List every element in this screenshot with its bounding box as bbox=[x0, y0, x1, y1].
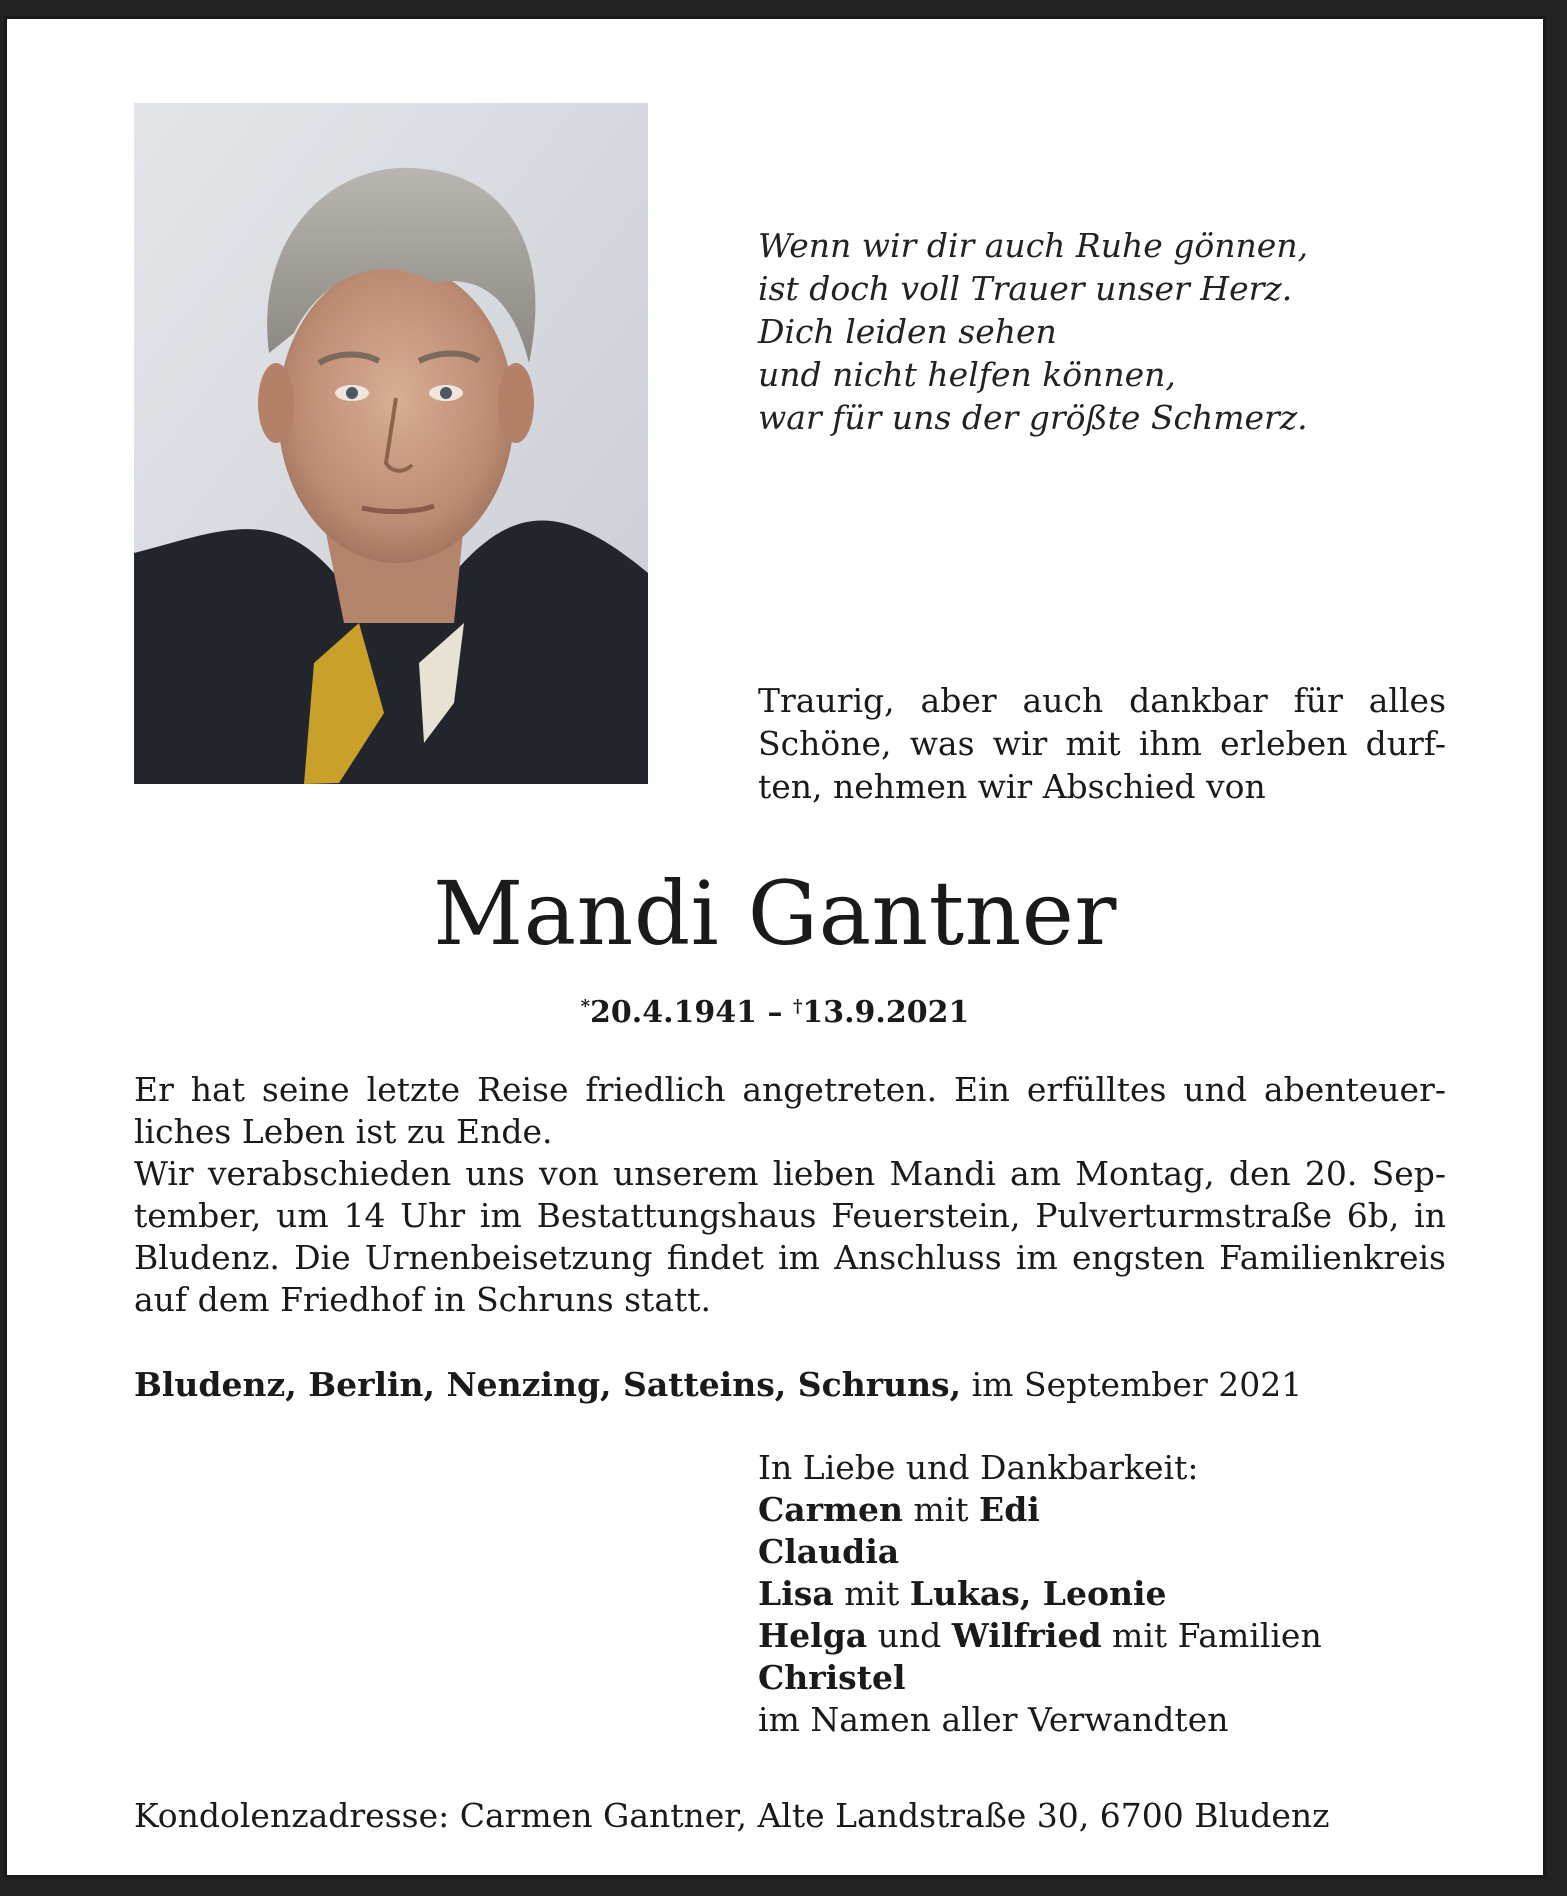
obituary-page bbox=[4, 16, 1546, 1878]
poem-line: und nicht helfen können, bbox=[758, 355, 1176, 394]
body-line: Wir verabschieden uns von unserem lieben Mandi am Montag, den 20. Sep- bbox=[134, 1154, 1446, 1193]
death-symbol: † bbox=[792, 996, 803, 1017]
life-dates bbox=[7, 987, 1543, 1033]
poem-line: ist doch voll Trauer unser Herz. bbox=[758, 269, 1293, 308]
birth-date: 20.4.1941 bbox=[590, 995, 758, 1030]
mourner-line bbox=[758, 1615, 1322, 1657]
announcement-body bbox=[134, 1069, 1446, 1321]
body-line: Bludenz. Die Urnenbeisetzung findet im Anschluss im engsten Familienkreis bbox=[134, 1238, 1446, 1277]
intro-text bbox=[758, 679, 1446, 808]
poem-line: war für uns der größte Schmerz. bbox=[758, 398, 1308, 437]
places-line bbox=[134, 1364, 1302, 1406]
mourner-line bbox=[758, 1531, 1322, 1573]
mourner-line bbox=[758, 1657, 1322, 1699]
intro-line: Traurig, aber auch dankbar für alles bbox=[758, 681, 1446, 720]
mourner-name: Lukas, Leonie bbox=[909, 1574, 1167, 1613]
mourner-line bbox=[758, 1573, 1322, 1615]
signoff-closing: im Namen aller Verwandten bbox=[758, 1700, 1229, 1739]
poem-line: Wenn wir dir auch Ruhe gönnen, bbox=[758, 226, 1309, 265]
deceased-name: Mandi Gantner bbox=[433, 862, 1117, 965]
signoff bbox=[758, 1447, 1322, 1741]
body-line: auf dem Friedhof in Schruns statt. bbox=[134, 1280, 712, 1319]
mourner-connector: mit bbox=[833, 1574, 910, 1613]
mourner-connector: mit bbox=[902, 1490, 980, 1529]
mourner-name: Claudia bbox=[758, 1532, 900, 1571]
death-date: 13.9.2021 bbox=[802, 995, 970, 1030]
mourner-connector: und bbox=[867, 1616, 952, 1655]
intro-line: Schöne, was wir mit ihm erleben durf- bbox=[758, 724, 1446, 763]
mourner-name: Christel bbox=[758, 1658, 906, 1697]
signoff-heading: In Liebe und Dankbarkeit: bbox=[758, 1448, 1199, 1487]
mourner-line bbox=[758, 1489, 1322, 1531]
places-towns: Bludenz, Berlin, Nenzing, Satteins, Schruns, bbox=[134, 1365, 962, 1404]
portrait-photo bbox=[134, 103, 648, 784]
mourner-name: Lisa bbox=[758, 1574, 834, 1613]
body-line: liches Leben ist zu Ende. bbox=[134, 1112, 553, 1151]
places-date: im September 2021 bbox=[961, 1365, 1303, 1404]
mourner-connector: mit Familien bbox=[1101, 1616, 1322, 1655]
mourner-name: Wilfried bbox=[951, 1616, 1102, 1655]
birth-symbol: * bbox=[580, 996, 591, 1017]
body-line: Er hat seine letzte Reise friedlich angetreten. Ein erfülltes und abenteuer- bbox=[134, 1070, 1446, 1109]
poem-line: Dich leiden sehen bbox=[758, 312, 1057, 351]
condolence-address: Kondolenzadresse: Carmen Gantner, Alte Landstraße 30, 6700 Bludenz bbox=[134, 1796, 1330, 1835]
poem bbox=[758, 224, 1308, 439]
mourner-name: Helga bbox=[758, 1616, 868, 1655]
mourner-name: Carmen bbox=[758, 1490, 903, 1529]
mourner-name: Edi bbox=[979, 1490, 1040, 1529]
intro-line: ten, nehmen wir Abschied von bbox=[758, 767, 1266, 806]
date-separator: – bbox=[757, 995, 793, 1030]
body-line: tember, um 14 Uhr im Bestattungshaus Feuerstein, Pulverturmstraße 6b, in bbox=[134, 1196, 1446, 1235]
